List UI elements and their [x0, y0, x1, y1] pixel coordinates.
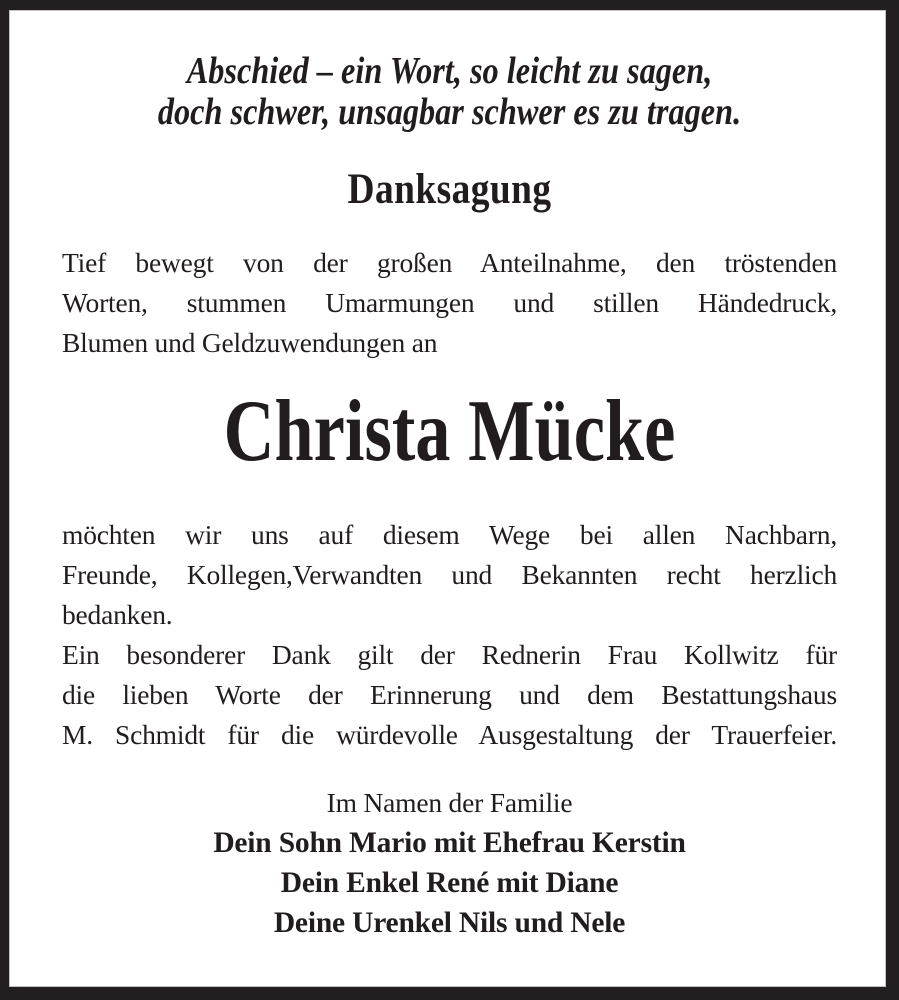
family-line: Dein Sohn Mario mit Ehefrau Kerstin — [213, 827, 686, 859]
intro-paragraph — [62, 243, 837, 363]
deceased-name: Christa Mücke — [223, 383, 676, 480]
closing-signature — [62, 783, 837, 943]
paragraph-line: Ein besonderer Dank gilt der Rednerin Frau Kollwitz für — [62, 639, 837, 670]
thanks-paragraph — [62, 515, 837, 755]
epigraph — [120, 51, 779, 133]
notice-paper — [9, 10, 886, 987]
paragraph-line: Blumen und Geldzuwendungen an — [62, 327, 438, 358]
epigraph-line-1: Abschied – ein Wort, so leicht zu sagen, — [186, 50, 713, 92]
epigraph-line-2: doch schwer, unsagbar schwer es zu tragen. — [157, 91, 742, 133]
paragraph-line: M. Schmidt für die würdevolle Ausgestaltung der Trauerfeier. — [62, 719, 837, 750]
paragraph-line: bedanken. — [62, 599, 173, 630]
paragraph-line: Tief bewegt von der großen Anteilnahme, den tröstenden — [62, 247, 837, 278]
danksagung-heading: Danksagung — [347, 166, 552, 213]
paragraph-line: Worten, stummen Umarmungen und stillen Händedruck, — [62, 287, 837, 318]
paragraph-line: die lieben Worte der Erinnerung und dem Bestattungshaus — [62, 679, 837, 710]
paragraph-line: Freunde, Kollegen,Verwandten und Bekannten recht herzlich — [62, 559, 837, 590]
family-line: Dein Enkel René mit Diane — [280, 867, 619, 899]
closing-intro: Im Namen der Familie — [326, 787, 573, 818]
family-line: Deine Urenkel Nils und Nele — [273, 907, 626, 939]
paragraph-line: möchten wir uns auf diesem Wege bei allen Nachbarn, — [62, 519, 837, 550]
